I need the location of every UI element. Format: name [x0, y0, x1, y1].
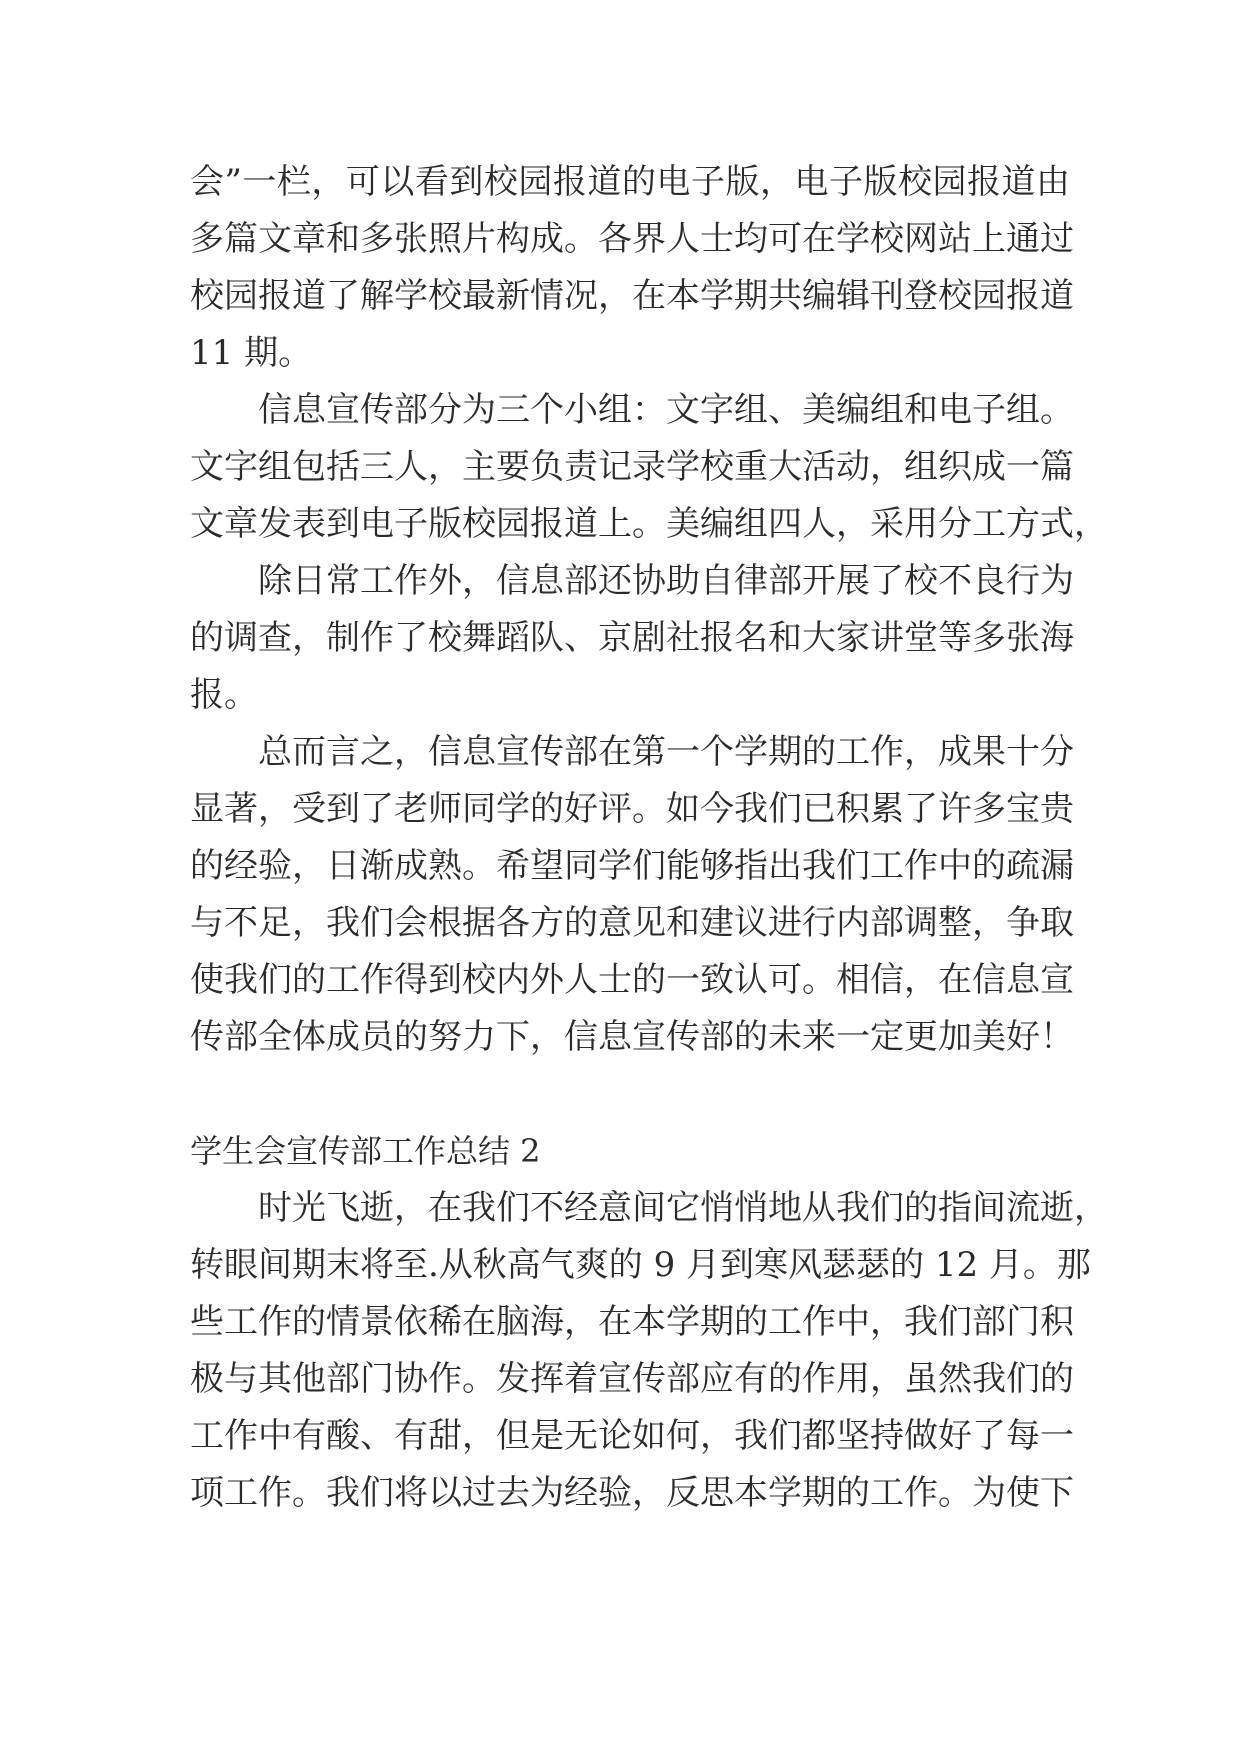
text-line: 的经验，日渐成熟。希望同学们能够指出我们工作中的疏漏 [190, 846, 1074, 886]
text-line: 显著，受到了老师同学的好评。如今我们已积累了许多宝贵 [190, 789, 1074, 829]
paragraph-campus-report [190, 154, 1074, 382]
text-line: 会”一栏，可以看到校园报道的电子版，电子版校园报道由 [190, 162, 1070, 202]
text-line: 时光飞逝，在我们不经意间它悄悄地从我们的指间流逝， [258, 1188, 1108, 1228]
text-line: 与不足，我们会根据各方的意见和建议进行内部调整，争取 [190, 903, 1074, 943]
paragraph-time-flies [190, 1180, 1108, 1522]
text-line: 校园报道了解学校最新情况，在本学期共编辑刊登校园报道 [190, 276, 1074, 316]
text-line: 使我们的工作得到校内外人士的一致认可。相信，在信息宣 [190, 960, 1074, 1000]
text-line: 多篇文章和多张照片构成。各界人士均可在学校网站上通过 [190, 219, 1074, 259]
document-body [190, 154, 1108, 1522]
text-line: 总而言之，信息宣传部在第一个学期的工作，成果十分 [258, 732, 1074, 772]
text-line: 除日常工作外，信息部还协助自律部开展了校不良行为 [258, 561, 1074, 601]
text-line: 极与其他部门协作。发挥着宣传部应有的作用，虽然我们的 [190, 1359, 1074, 1399]
text-line: 11 期。 [190, 333, 313, 373]
paragraph-conclusion [190, 724, 1074, 1066]
text-line: 工作中有酸、有甜，但是无论如何，我们都坚持做好了每一 [190, 1416, 1074, 1456]
text-line: 报。 [190, 675, 258, 715]
text-line: 些工作的情景依稀在脑海，在本学期的工作中，我们部门积 [190, 1302, 1074, 1342]
section-spacer [190, 1066, 1070, 1123]
text-line: 信息宣传部分为三个小组：文字组、美编组和电子组。 [258, 390, 1074, 430]
section-heading: 学生会宣传部工作总结 2 [190, 1132, 541, 1170]
paragraph-other-work [190, 553, 1074, 724]
text-line: 转眼间期末将至.从秋高气爽的 9 月到寒风瑟瑟的 12 月。那 [190, 1245, 1091, 1285]
text-line: 文章发表到电子版校园报道上。美编组四人，采用分工方式， [190, 504, 1108, 544]
paragraph-three-groups [190, 382, 1108, 553]
text-line: 传部全体成员的努力下，信息宣传部的未来一定更加美好！ [190, 1017, 1074, 1057]
text-line: 文字组包括三人，主要负责记录学校重大活动，组织成一篇 [190, 447, 1074, 487]
text-line: 项工作。我们将以过去为经验，反思本学期的工作。为使下 [190, 1473, 1074, 1513]
text-line: 的调查，制作了校舞蹈队、京剧社报名和大家讲堂等多张海 [190, 618, 1074, 658]
